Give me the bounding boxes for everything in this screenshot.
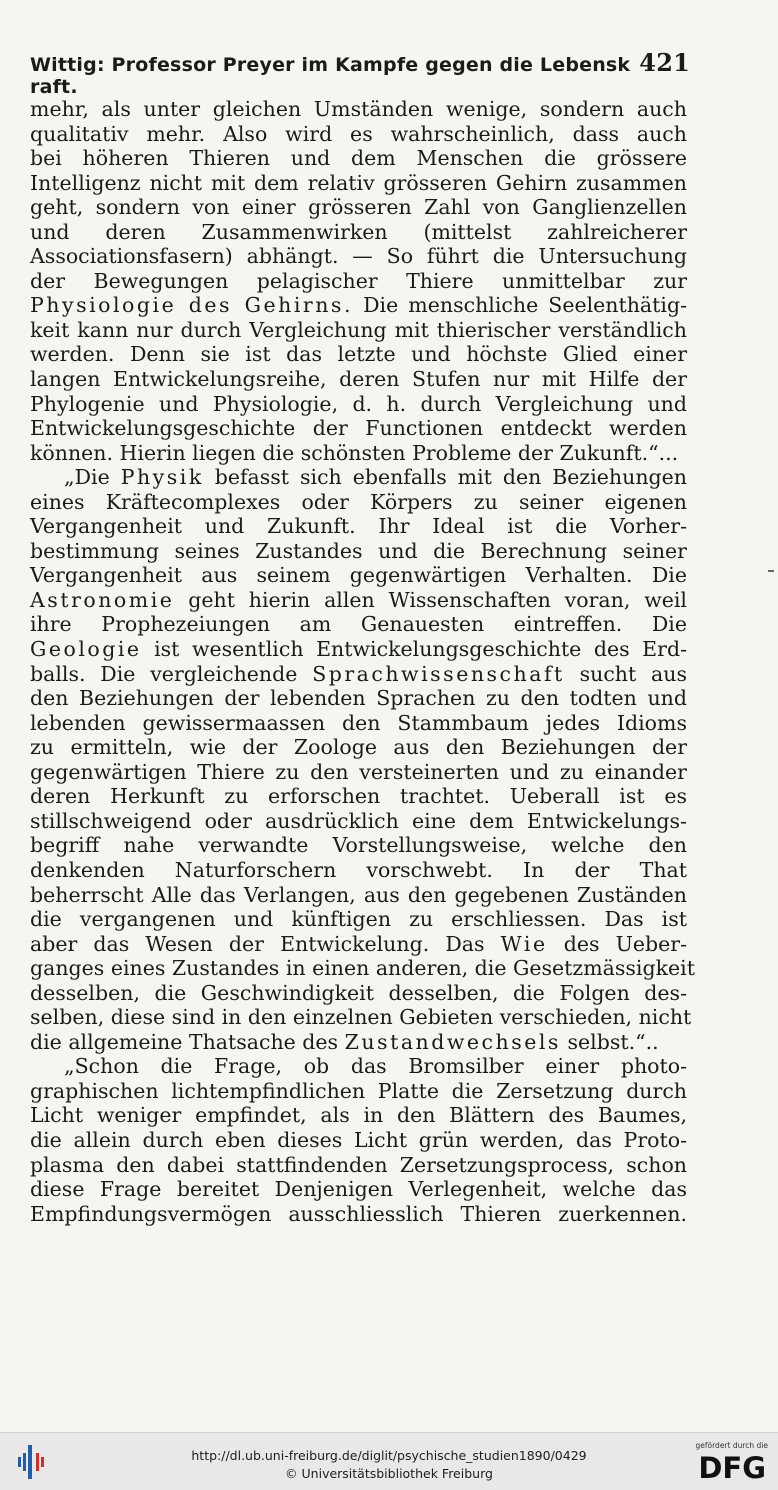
running-title: Wittig: Professor Preyer im Kampfe gegen die Lebensk raft. xyxy=(30,54,631,98)
text-run: Phylogenie und Physiologie, d. h. durch Vergleichung und xyxy=(30,391,687,416)
text-run: eines Kräftecomplexes oder Körpers zu seiner eigenen xyxy=(30,489,687,514)
text-run: die allgemeine Thatsache des xyxy=(30,1029,345,1054)
spaced-emphasis-text: Physiologie des Gehirns. xyxy=(30,293,353,318)
text-line xyxy=(30,760,687,785)
text-run: graphischen lichtempfindlichen Platte die Zersetzung durch xyxy=(30,1078,687,1103)
text-line xyxy=(30,244,687,269)
text-run: zu ermitteln, wie der Zoologe aus den Beziehungen der xyxy=(30,735,687,760)
text-run: Die menschliche Seelenthätig- xyxy=(352,293,687,318)
text-line xyxy=(30,711,687,736)
funder-note: gefördert durch die xyxy=(695,1441,768,1450)
dfg-logo[interactable]: DFG xyxy=(698,1451,766,1485)
text-line xyxy=(30,662,687,687)
text-run: geht, sondern von einer grösseren Zahl von Ganglienzellen xyxy=(30,195,687,220)
text-line xyxy=(30,883,687,908)
text-run: ist wesentlich Entwickelungsgeschichte des Erd- xyxy=(141,637,687,662)
text-run: Intelligenz nicht mit dem relativ grösseren Gehirn zusammen xyxy=(30,170,687,195)
text-line xyxy=(30,1005,692,1030)
text-run: Licht weniger empfindet, als in den Blättern des Baumes, xyxy=(30,1103,687,1128)
text-line xyxy=(30,195,687,220)
text-line xyxy=(30,465,687,490)
text-line xyxy=(30,171,687,196)
text-line xyxy=(30,318,687,343)
text-line xyxy=(30,514,687,539)
spaced-emphasis-text: Zustandwechsels xyxy=(344,1029,561,1054)
text-line xyxy=(30,563,687,588)
text-run: plasma den dabei stattfindenden Zersetzungsprocess, schon xyxy=(30,1152,687,1177)
text-run: gegenwärtigen Thiere zu den versteinerten und zu einander xyxy=(30,759,687,784)
text-run: stillschweigend oder ausdrücklich eine dem Entwickelungs- xyxy=(30,808,687,833)
spaced-emphasis-text: Astronomie xyxy=(30,587,175,612)
text-run: denkenden Naturforschern vorschwebt. In der That xyxy=(30,857,687,882)
text-line xyxy=(30,735,687,760)
text-run: selben, diese sind in den einzelnen Gebieten verschieden, nicht xyxy=(30,1005,692,1030)
text-run: die allein durch eben dieses Licht grün werden, das Proto- xyxy=(30,1127,687,1152)
text-run: geht hierin allen Wissenschaften voran, weil xyxy=(174,587,687,612)
text-line xyxy=(30,342,687,367)
text-run: aber das Wesen der Entwickelung. Das xyxy=(30,931,501,956)
text-line xyxy=(30,97,687,122)
text-run: des Ueber- xyxy=(547,931,687,956)
text-line xyxy=(30,490,687,515)
text-run: sucht aus xyxy=(564,661,687,686)
text-line xyxy=(30,809,687,834)
text-line xyxy=(30,1079,687,1104)
text-run: selbst.“.. xyxy=(560,1029,659,1054)
page-number: 421 xyxy=(639,48,690,77)
text-run: die vergangenen und künftigen zu erschliessen. Das ist xyxy=(30,907,687,932)
text-run: „Die xyxy=(64,465,121,490)
text-line xyxy=(30,784,687,809)
text-run: deren Herkunft zu erforschen trachtet. Ueberall ist es xyxy=(30,784,687,809)
text-line xyxy=(30,686,687,711)
text-line xyxy=(30,367,687,392)
text-run: können. Hierin liegen die schönsten Probleme der Zukunft.“... xyxy=(30,440,679,465)
text-run: keit kann nur durch Vergleichung mit thierischer verständlich xyxy=(30,317,687,342)
spaced-emphasis-text: Physik xyxy=(120,465,204,490)
text-run: lebenden gewissermaassen den Stammbaum jedes Idioms xyxy=(30,710,687,735)
text-line xyxy=(30,392,687,417)
spaced-emphasis-text: Sprachwissenschaft xyxy=(312,661,565,686)
text-run: Associationsfasern) abhängt. — So führt die Untersuchung xyxy=(30,244,687,269)
text-run: Empfindungsvermögen ausschliesslich Thieren zuerkennen. xyxy=(30,1201,687,1226)
text-line xyxy=(30,1030,687,1055)
text-line xyxy=(30,981,687,1006)
text-line xyxy=(30,122,687,147)
text-run: balls. Die vergleichende xyxy=(30,661,313,686)
text-run: werden. Denn sie ist das letzte und höchste Glied einer xyxy=(30,342,687,367)
text-line xyxy=(30,539,687,564)
spaced-emphasis-text: Wie xyxy=(500,931,548,956)
text-line xyxy=(30,1177,687,1202)
text-run: mehr, als unter gleichen Umständen wenige, sondern auch xyxy=(30,97,687,121)
text-line xyxy=(30,1054,687,1079)
text-line xyxy=(30,416,687,441)
text-line xyxy=(30,907,687,932)
text-line xyxy=(30,612,687,637)
viewer-footer xyxy=(0,1432,778,1490)
text-run: beherrscht Alle das Verlangen, aus den gegebenen Zuständen xyxy=(30,882,687,907)
text-run: ihre Prophezeiungen am Genauesten eintreffen. Die xyxy=(30,612,687,637)
source-url-link[interactable]: http://dl.ub.uni-freiburg.de/diglit/psychische_studien1890/0429 xyxy=(191,1448,587,1463)
text-run: „Schon die Frage, ob das Bromsilber einer photo- xyxy=(64,1054,687,1079)
text-line xyxy=(30,220,687,245)
text-line xyxy=(30,269,687,294)
text-run: den Beziehungen der lebenden Sprachen zu den todten und xyxy=(30,686,687,711)
text-run: Vergangenheit und Zukunft. Ihr Ideal ist die Vorher- xyxy=(30,514,687,539)
text-run: der Bewegungen pelagischer Thiere unmittelbar zur xyxy=(30,268,687,293)
text-run: qualitativ mehr. Also wird es wahrscheinlich, dass auch xyxy=(30,121,687,146)
text-line xyxy=(30,588,687,613)
text-line xyxy=(30,956,695,981)
text-run: ganges eines Zustandes in einen anderen, die Gesetzmässigkeit xyxy=(30,956,695,981)
text-line xyxy=(30,833,687,858)
text-run: langen Entwickelungsreihe, deren Stufen nur mit Hilfe der xyxy=(30,367,687,392)
text-line xyxy=(30,293,687,318)
text-line xyxy=(30,1128,687,1153)
spaced-emphasis-text: Geologie xyxy=(30,637,142,662)
text-run: Entwickelungsgeschichte der Functionen entdeckt werden xyxy=(30,416,687,441)
running-header xyxy=(30,48,690,98)
text-run: Vergangenheit aus seinem gegenwärtigen Verhalten. Die xyxy=(30,563,687,588)
text-line xyxy=(30,932,687,957)
text-line xyxy=(30,146,687,171)
text-run: bei höheren Thieren und dem Menschen die grössere xyxy=(30,146,687,171)
margin-mark xyxy=(768,570,774,572)
text-run: und deren Zusammenwirken (mittelst zahlreicherer xyxy=(30,219,687,244)
text-line xyxy=(30,1103,687,1128)
text-line xyxy=(30,858,687,883)
text-run: diese Frage bereitet Denjenigen Verlegenheit, welche das xyxy=(30,1177,687,1202)
text-run: desselben, die Geschwindigkeit desselben, die Folgen des- xyxy=(30,980,687,1005)
page-body-text xyxy=(30,97,695,1226)
text-run: befasst sich ebenfalls mit den Beziehungen xyxy=(203,465,687,490)
text-run: bestimmung seines Zustandes und die Berechnung seiner xyxy=(30,538,687,563)
copyright-notice: © Universitätsbibliothek Freiburg xyxy=(285,1466,493,1481)
text-line xyxy=(30,441,687,466)
text-line xyxy=(30,1202,687,1227)
text-run: begriff nahe verwandte Vorstellungsweise, welche den xyxy=(30,833,687,858)
text-line xyxy=(30,637,687,662)
text-line xyxy=(30,1153,687,1178)
